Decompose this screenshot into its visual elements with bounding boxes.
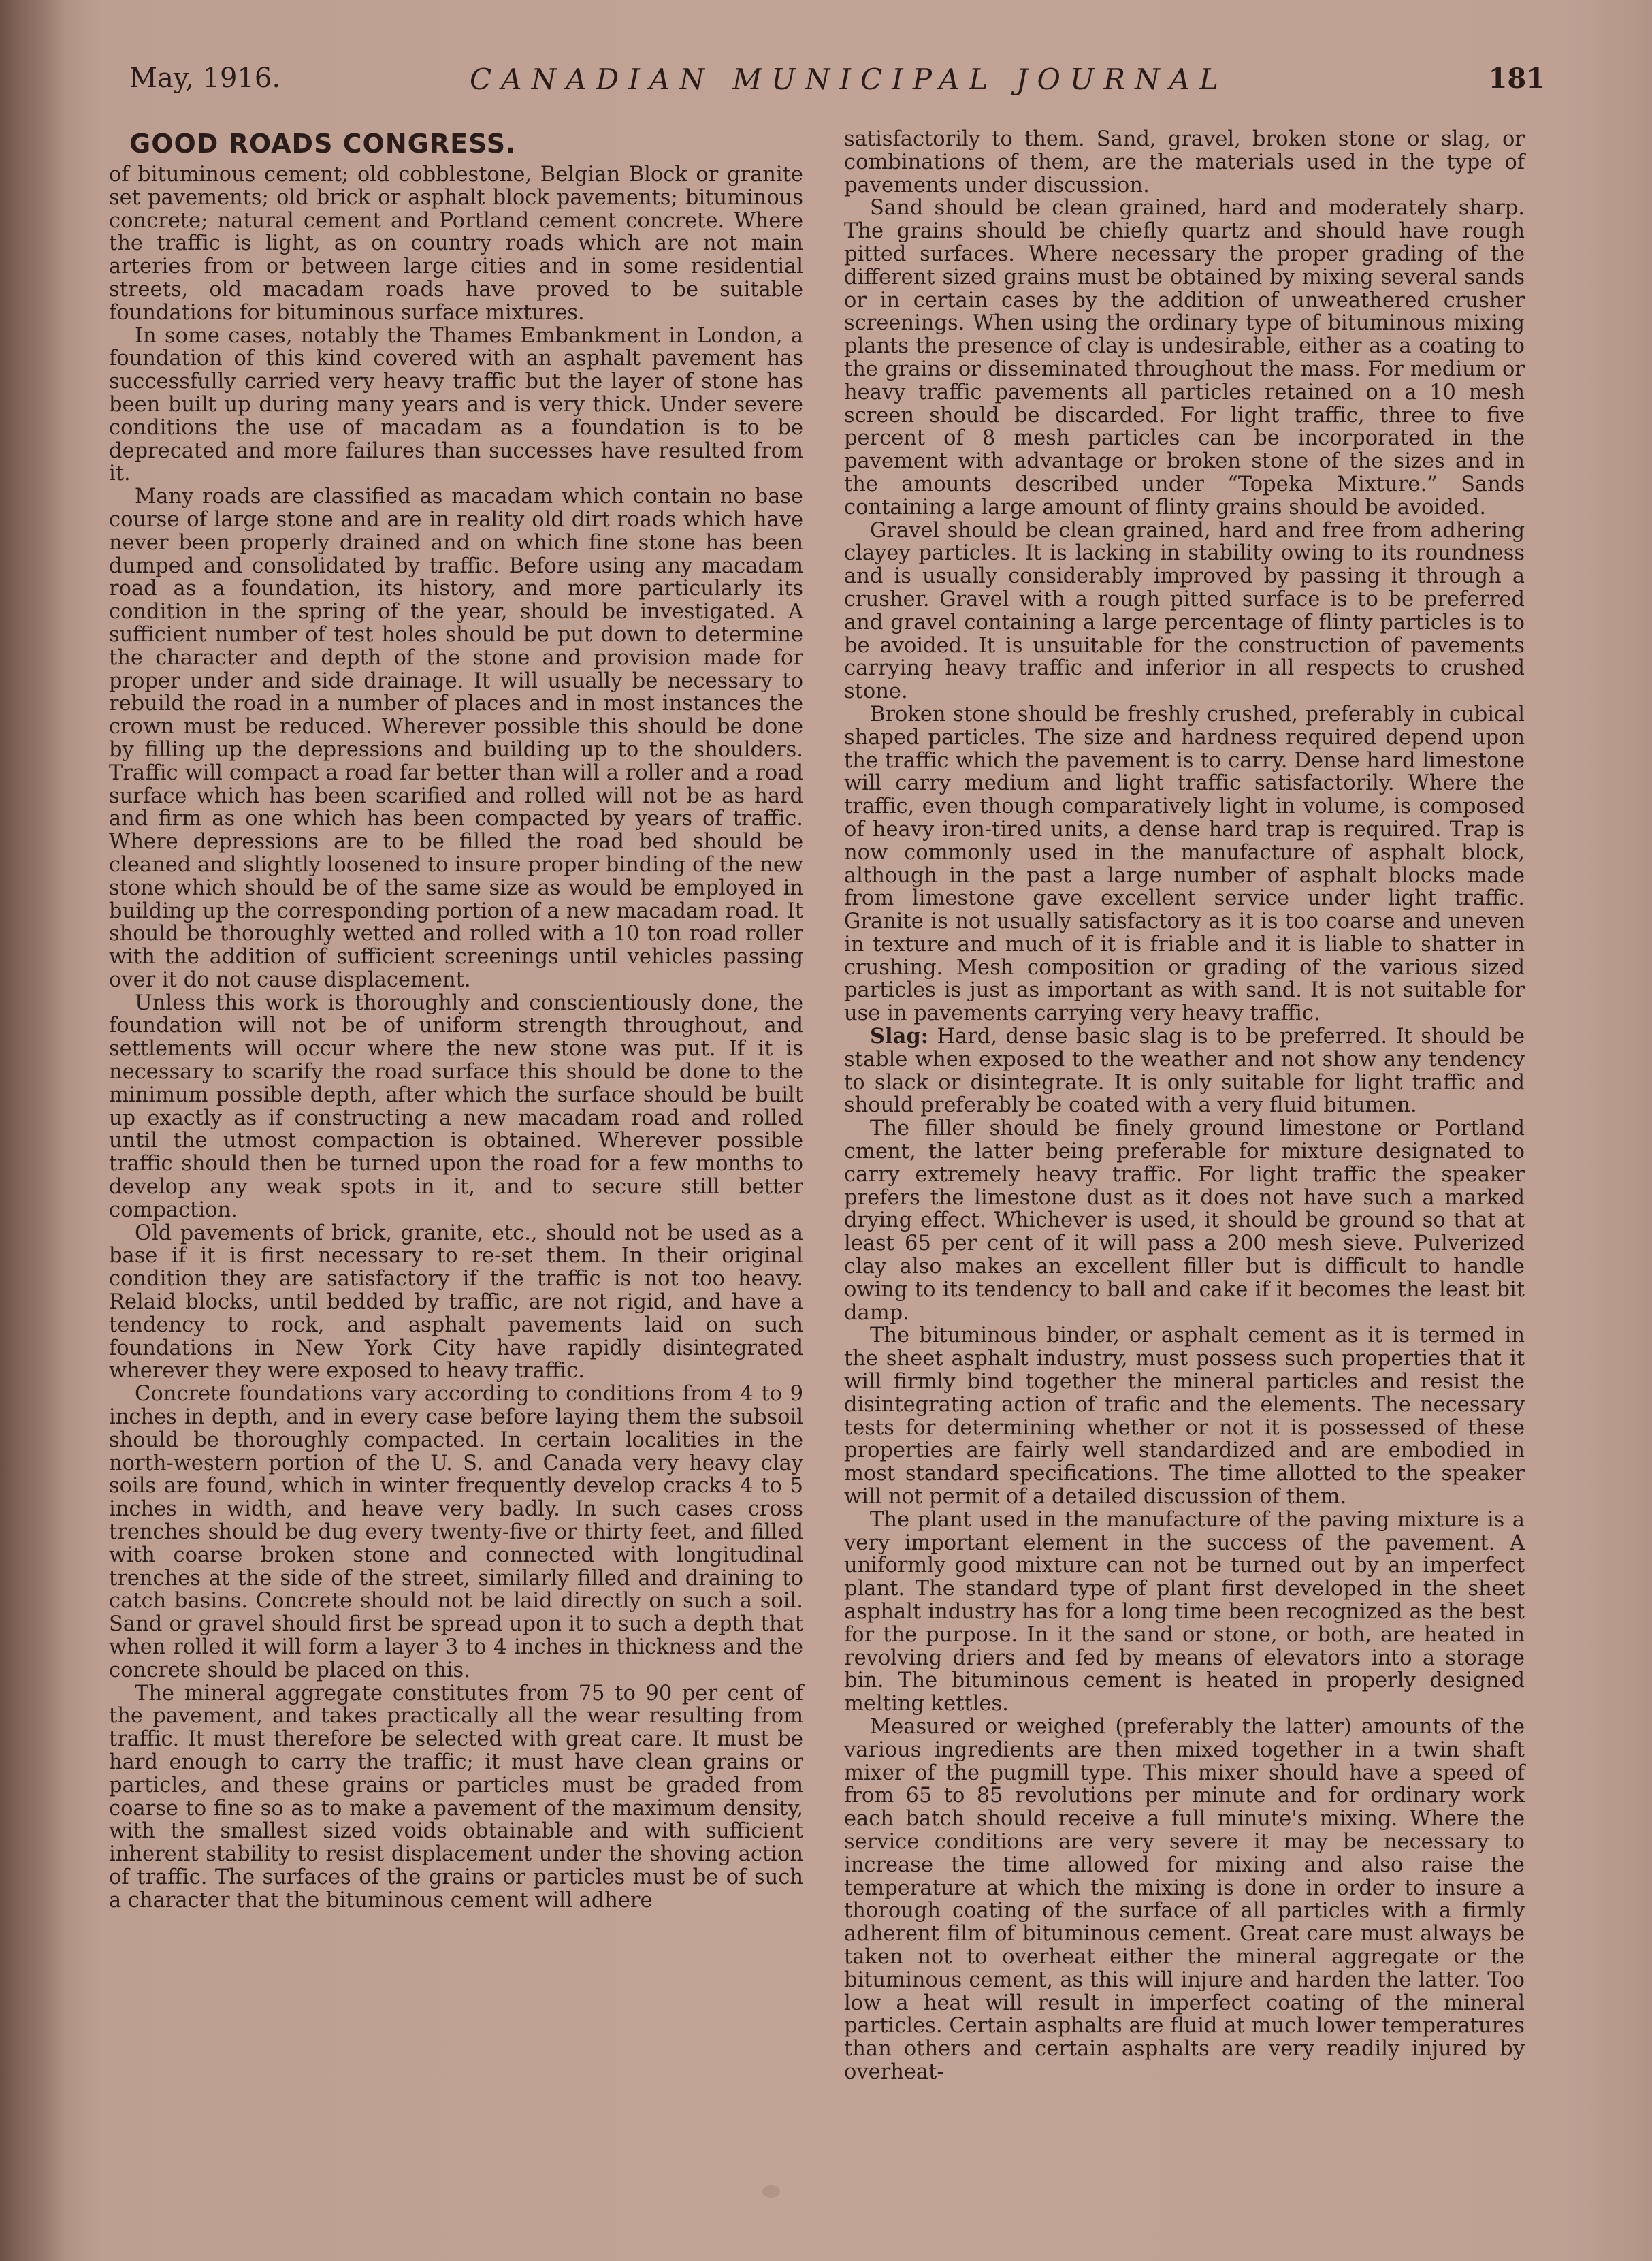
paragraph: The mineral aggregate constitutes from 75 to 90 per cent of the pavement, and takes practically all the wear resulting from traffic. It must therefore be selected with great care. It must be hard enough to carry the traffic; it must have clean grains or particles, and these grains or particles must be graded from coarse to fine so as to make a pavement of the maximum density, with the smallest sized voids obtainable and with sufficient inherent stability to resist displacement under the shoving action of traffic. The surfaces of the grains or particles must be of such a character that the bituminous cement will adhere bbox=[109, 1681, 803, 1912]
paragraph: Sand should be clean grained, hard and moderately sharp. The grains should be chiefly quartz and should have rough pitted surfaces. Where necessary the proper grading of the different sized grains must be obtained by mixing several sands or in certain cases by the addition of unweathered crusher screenings. When using the ordinary type of bituminous mixing plants the presence of clay is undesirable, either as a coating to the grains or disseminated throughout the mass. For medium or heavy traffic pavements all particles retained on a 10 mesh screen should be discarded. For light traffic, three to five percent of 8 mesh particles can be incorporated in the pavement with advantage or broken stone of the sizes and in the amounts described under “Topeka Mixture.” Sands containing a large amount of flinty grains should be avoided. bbox=[844, 196, 1525, 519]
paragraph: Many roads are classified as macadam which contain no base course of large stone and are in reality old dirt roads which have never been properly drained and on which fine stone has been dumped and consolidated by traffic. Before using any macadam road as a foundation, its history, and more particularly its condition in the spring of the year, should be investigated. A sufficient number of test holes should be put down to determine the character and depth of the stone and provision made for proper under and side drainage. It will usually be necessary to rebuild the road in a number of places and in most instances the crown must be reduced. Wherever possible this should be done by filling up the depressions and building up to the shoulders. Traffic will compact a road far better than will a roller and a road surface which has been scarified and rolled will not be as hard and firm as one which has been compacted by years of traffic. Where depressions are to be filled the road bed should be cleaned and slightly loosened to insure proper binding of the new stone which should be of the same size as would be employed in building up the corresponding portion of a new macadam road. It should be thoroughly wetted and rolled with a 10 ton road roller with the addition of sufficient screenings until vehicles passing over it do not cause displacement. bbox=[109, 485, 803, 992]
paragraph: The filler should be finely ground limestone or Portland cment, the latter being preferable for mixture designated to carry extremely heavy traffic. For light traffic the speaker prefers the limestone dust as it does not have such a marked drying effect. Whichever is used, it should be ground so that at least 65 per cent of it will pass a 200 mesh sieve. Pulverized clay also makes an excellent filler but is difficult to handle owing to its tendency to ball and cake if it becomes the least bit damp. bbox=[844, 1117, 1525, 1325]
paragraph: Gravel should be clean grained, hard and free from adhering clayey particles. It is lacking in stability owing to its roundness and is usually considerably improved by passing it through a crusher. Gravel with a rough pitted surface is to be preferred and gravel containing a large percentage of flinty particles is to be avoided. It is unsuitable for the construction of pavements carrying heavy traffic and inferior in all respects to crushed stone. bbox=[844, 518, 1525, 704]
paragraph bbox=[844, 1025, 1525, 1117]
paper-stain bbox=[762, 2185, 780, 2198]
page-header bbox=[129, 63, 1545, 110]
paragraph: Broken stone should be freshly crushed, preferably in cubical shaped particles. The size and hardness required depend upon the traffic which the pavement is to carry. Dense hard limestone will carry medium and light traffic satisfactorily. Where the traffic, even though comparatively light in volume, is composed of heavy iron-tired units, a dense hard trap is required. Trap is now commonly used in the manufacture of asphalt block, although in the past a large number of asphalt blocks made from limestone gave excellent service under light traffic. Granite is not usually satisfactory as it is too coarse and uneven in texture and much of it is friable and it is liable to shatter in crushing. Mesh composition or grading of the various sized particles is just as important as with sand. It is not suitable for use in pavements carrying very heavy traffic. bbox=[844, 702, 1525, 1026]
right-column bbox=[844, 128, 1525, 2084]
paragraph: of bituminous cement; old cobblestone, Belgian Block or granite set pavements; old brick or asphalt block pavements; bituminous concrete; natural cement and Portland cement concrete. Where the traffic is light, as on country roads which are not main arteries from or between large cities and in some residential streets, old macadam roads have proved to be suitable foundations for bituminous surface mixtures. bbox=[109, 163, 803, 325]
paragraph: Concrete foundations vary according to conditions from 4 to 9 inches in depth, and in every case before laying them the subsoil should be thoroughly compacted. In certain localities in the north-western portion of the U. S. and Canada very heavy clay soils are found, which in winter frequently develop cracks 4 to 5 inches in width, and heave very badly. In such cases cross trenches should be dug every twenty-five or thirty feet, and filled with coarse broken stone and connected with longitudinal trenches at the side of the street, similarly filled and draining to catch basins. Concrete should not be laid directly on such a soil. Sand or gravel should first be spread upon it to such a depth that when rolled it will form a layer 3 to 4 inches in thickness and the concrete should be placed on this. bbox=[109, 1382, 803, 1682]
page-number: 181 bbox=[1488, 63, 1545, 95]
paragraph: The bituminous binder, or asphalt cement as it is termed in the sheet asphalt industry, must possess such properties that it will firmly bind together the mineral particles and resist the disintegrating action of trafic and the elements. The necessary tests for determining whether or not it is possessed of these properties are fairly well standardized and are embodied in most standard specifications. The time allotted to the speaker will not permit of a detailed discussion of them. bbox=[844, 1324, 1525, 1509]
paragraph: The plant used in the manufacture of the paving mixture is a very important element in the success of the pavement. A uniformly good mixture can not be turned out by an imperfect plant. The standard type of plant first developed in the sheet asphalt industry has for a long time been recognized as the best for the purpose. In it the sand or stone, or both, are heated in revolving driers and fed by means of elevators into a storage bin. The bituminous cement is heated in properly designed melting kettles. bbox=[844, 1507, 1525, 1716]
journal-title: CANADIAN MUNICIPAL JOURNAL bbox=[470, 63, 1228, 96]
paragraph: Unless this work is thoroughly and conscientiously done, the foundation will not be of uniform strength throughout, and settlements will occur where the new stone was put. If it is necessary to scarify the road surface this should be done to the minimum possible depth, after which the surface should be built up exactly as if constructing a new macadam road and rolled until the utmost compaction is obtained. Wherever possible traffic should then be turned upon the road for a few months to develop any weak spots in it, and to secure still better compaction. bbox=[109, 991, 803, 1222]
section-title: GOOD ROADS CONGRESS. bbox=[129, 129, 517, 159]
slag-run-in-label: Slag: bbox=[870, 1024, 928, 1049]
slag-paragraph-text: Hard, dense basic slag is to be preferred. It should be stable when exposed to the weather and not show any tendency to slack or disintegrate. It is only suitable for light traffic and should preferably be coated with a very fluid bitumen. bbox=[844, 1025, 1525, 1118]
page-binding-shadow bbox=[0, 0, 65, 2261]
left-column bbox=[109, 128, 803, 1912]
paragraph: satisfactorily to them. Sand, gravel, broken stone or slag, or combinations of them, are the materials used in the type of pavements under discussion. bbox=[844, 127, 1525, 197]
header-date: May, 1916. bbox=[129, 63, 281, 94]
paragraph: In some cases, notably the Thames Embankment in London, a foundation of this kind covered with an asphalt pavement has successfully carried very heavy traffic but the layer of stone has been built up during many years and is very thick. Under severe conditions the use of macadam as a foundation is to be deprecated and more failures than successes have resulted from it. bbox=[109, 323, 803, 486]
paragraph: Measured or weighed (preferably the latter) amounts of the various ingredients are then mixed together in a twin shaft mixer of the pugmill type. This mixer should have a speed of from 65 to 85 revolutions per minute and for ordinary work each batch should receive a full minute's mixing. Where the service conditions are very severe it may be necessary to increase the time allowed for mixing and also raise the temperature at which the mixing is done in order to insure a thorough coating of the surface of all particles with a firmly adherent film of bituminous cement. Great care must always be taken not to overheat either the mineral aggregate or the bituminous cement, as this will injure and harden the latter. Too low a heat will result in imperfect coating of the mineral particles. Certain asphalts are fluid at much lower temperatures than others and certain asphalts are very readily injured by overheat- bbox=[844, 1714, 1525, 2084]
paragraph: Old pavements of brick, granite, etc., should not be used as a base if it is first necessary to re-set them. In their original condition they are satisfactory if the traffic is not too heavy. Relaid blocks, until bedded by traffic, are not rigid, and have a tendency to rock, and asphalt pavements laid on such foundations in New York City have rapidly disintegrated wherever they were exposed to heavy traffic. bbox=[109, 1221, 803, 1383]
